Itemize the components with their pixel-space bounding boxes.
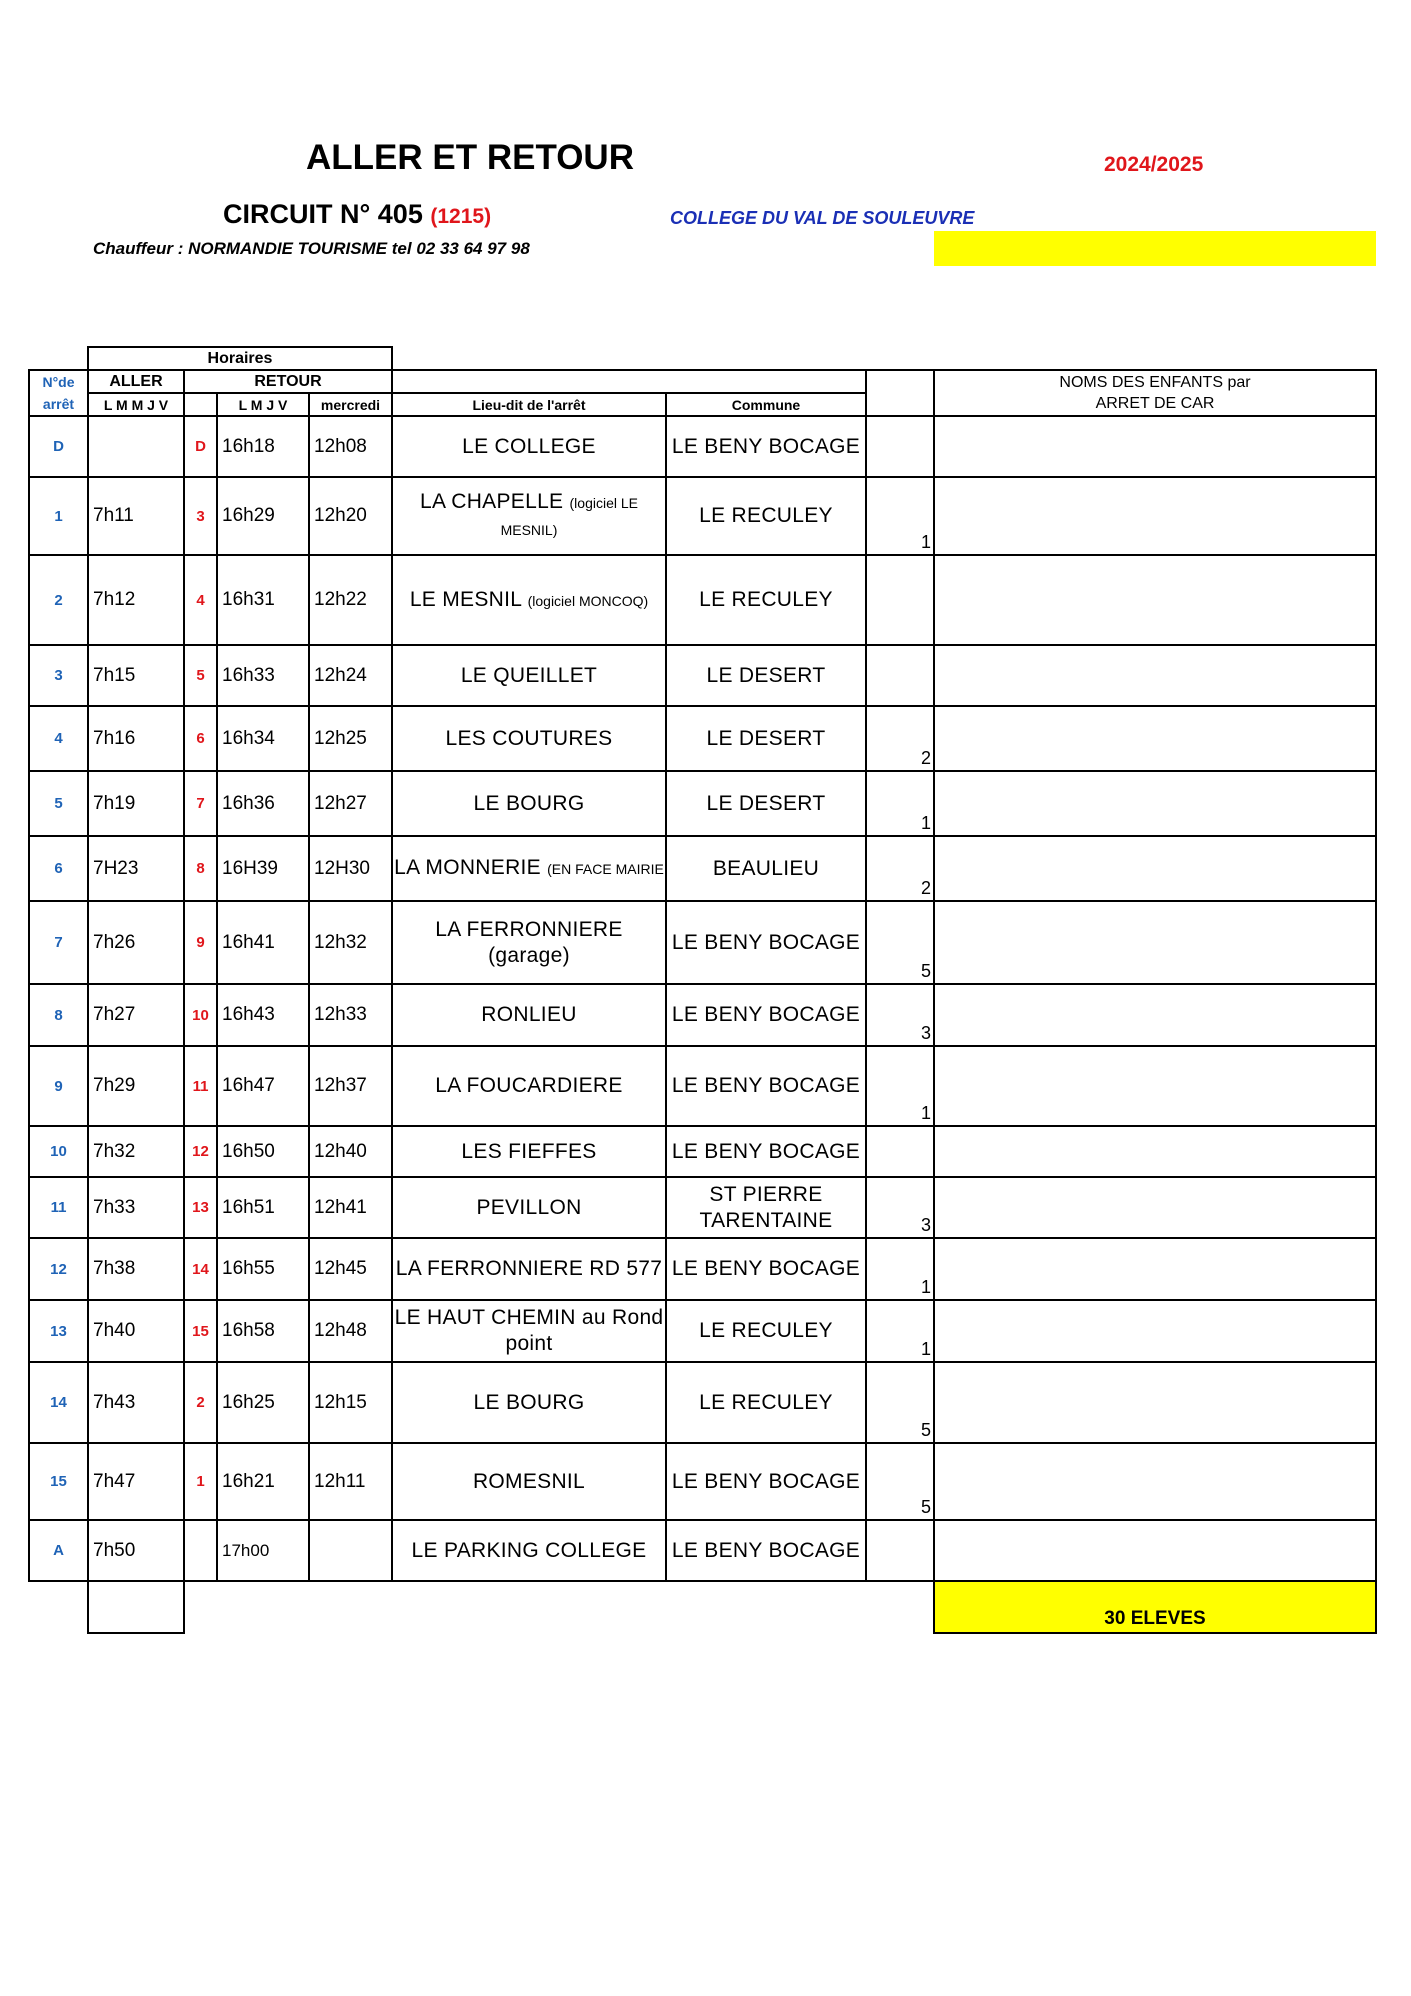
mercredi-time: 12h32 bbox=[309, 901, 392, 984]
stop-number: 7 bbox=[29, 901, 88, 984]
children-names bbox=[934, 1046, 1376, 1126]
stop-place bbox=[392, 1046, 666, 1126]
retour-time: 16h31 bbox=[217, 555, 309, 645]
lieu-name: LE PARKING COLLEGE bbox=[411, 1538, 647, 1562]
driver-info: Chauffeur : NORMANDIE TOURISME tel 02 33 64 97 98 bbox=[93, 239, 530, 258]
aller-time: 7h47 bbox=[88, 1443, 184, 1520]
children-names-header: NOMS DES ENFANTS par ARRET DE CAR bbox=[934, 370, 1376, 416]
table-row bbox=[29, 1443, 1376, 1520]
aller-time: 7h27 bbox=[88, 984, 184, 1046]
commune: LE RECULEY bbox=[666, 555, 866, 645]
retour-time: 16h43 bbox=[217, 984, 309, 1046]
stop-number: 4 bbox=[29, 706, 88, 771]
stop-number: 12 bbox=[29, 1238, 88, 1300]
retour-time: 17h00 bbox=[217, 1520, 309, 1581]
mercredi-time: 12h08 bbox=[309, 416, 392, 477]
student-count: 5 bbox=[866, 1362, 934, 1443]
children-names bbox=[934, 1177, 1376, 1238]
retour-time: 16h50 bbox=[217, 1126, 309, 1177]
commune: LE BENY BOCAGE bbox=[666, 901, 866, 984]
aller-time: 7h32 bbox=[88, 1126, 184, 1177]
stop-place bbox=[392, 1362, 666, 1443]
aller-time: 7h26 bbox=[88, 901, 184, 984]
children-names bbox=[934, 555, 1376, 645]
retour-time: 16h51 bbox=[217, 1177, 309, 1238]
lieu-name: LES FIEFFES bbox=[461, 1139, 597, 1163]
retour-time: 16h25 bbox=[217, 1362, 309, 1443]
children-names bbox=[934, 1300, 1376, 1362]
retour-order bbox=[184, 1520, 217, 1581]
mercredi-time: 12h41 bbox=[309, 1177, 392, 1238]
lieu-note: (logiciel LE MESNIL) bbox=[500, 495, 638, 538]
student-count bbox=[866, 416, 934, 477]
schedule-table bbox=[28, 346, 1377, 1634]
stop-number: 14 bbox=[29, 1362, 88, 1443]
table-row bbox=[29, 1126, 1376, 1177]
retour-order: 4 bbox=[184, 555, 217, 645]
children-names bbox=[934, 984, 1376, 1046]
lieu-name: LA FOUCARDIERE bbox=[435, 1074, 623, 1097]
student-count: 2 bbox=[866, 706, 934, 771]
children-names bbox=[934, 771, 1376, 836]
retour-order: 9 bbox=[184, 901, 217, 984]
student-count bbox=[866, 645, 934, 706]
student-count: 5 bbox=[866, 1443, 934, 1520]
student-count: 1 bbox=[866, 771, 934, 836]
retour-time: 16h58 bbox=[217, 1300, 309, 1362]
commune: LE DESERT bbox=[666, 645, 866, 706]
commune: LE DESERT bbox=[666, 706, 866, 771]
table-row bbox=[29, 1300, 1376, 1362]
children-names bbox=[934, 1126, 1376, 1177]
stop-number: 1 bbox=[29, 477, 88, 555]
retour-order: 15 bbox=[184, 1300, 217, 1362]
retour-order: 12 bbox=[184, 1126, 217, 1177]
lieu-name: LA CHAPELLE bbox=[419, 490, 564, 513]
stop-place bbox=[392, 984, 666, 1046]
aller-time: 7h40 bbox=[88, 1300, 184, 1362]
children-names bbox=[934, 706, 1376, 771]
children-names bbox=[934, 1520, 1376, 1581]
children-names bbox=[934, 1362, 1376, 1443]
table-row bbox=[29, 771, 1376, 836]
table-row bbox=[29, 1177, 1376, 1238]
stop-number: A bbox=[29, 1520, 88, 1581]
aller-time: 7h12 bbox=[88, 555, 184, 645]
stop-place bbox=[392, 1300, 666, 1362]
children-names bbox=[934, 477, 1376, 555]
stop-place bbox=[392, 1177, 666, 1238]
mercredi-time: 12h37 bbox=[309, 1046, 392, 1126]
horaires-header: Horaires bbox=[88, 347, 392, 370]
lieu-name: PEVILLON bbox=[476, 1195, 582, 1219]
retour-header: RETOUR bbox=[184, 370, 392, 393]
table-row bbox=[29, 901, 1376, 984]
header-row-horaires bbox=[29, 347, 1376, 370]
lieu-name: LE HAUT CHEMIN au Rond point bbox=[394, 1306, 664, 1355]
aller-time: 7h16 bbox=[88, 706, 184, 771]
retour-order: 5 bbox=[184, 645, 217, 706]
stop-number: 3 bbox=[29, 645, 88, 706]
commune-header: Commune bbox=[666, 393, 866, 416]
mercredi-time: 12H30 bbox=[309, 836, 392, 901]
lieu-name: LA FERRONNIERE RD 577 bbox=[395, 1257, 663, 1280]
aller-time: 7h38 bbox=[88, 1238, 184, 1300]
stop-number: 9 bbox=[29, 1046, 88, 1126]
table-row bbox=[29, 416, 1376, 477]
aller-time: 7h11 bbox=[88, 477, 184, 555]
lieu-name: LES COUTURES bbox=[445, 726, 613, 750]
stop-number: 10 bbox=[29, 1126, 88, 1177]
commune: LE BENY BOCAGE bbox=[666, 416, 866, 477]
lieu-name: LE BOURG bbox=[473, 791, 585, 815]
stop-number-header-2: arrêt bbox=[29, 393, 88, 416]
stop-place bbox=[392, 1443, 666, 1520]
stop-number: 8 bbox=[29, 984, 88, 1046]
lieu-name: LE MESNIL bbox=[409, 587, 522, 611]
stop-place bbox=[392, 477, 666, 555]
mercredi-time: 12h45 bbox=[309, 1238, 392, 1300]
lieu-name: LE BOURG bbox=[473, 1390, 585, 1414]
retour-order: 13 bbox=[184, 1177, 217, 1238]
stop-place bbox=[392, 706, 666, 771]
retour-time: 16h18 bbox=[217, 416, 309, 477]
commune: LE BENY BOCAGE bbox=[666, 1126, 866, 1177]
student-count: 1 bbox=[866, 477, 934, 555]
lieu-note: (logiciel MONCOQ) bbox=[527, 592, 649, 609]
stop-place bbox=[392, 771, 666, 836]
student-count: 1 bbox=[866, 1300, 934, 1362]
commune: LE RECULEY bbox=[666, 1300, 866, 1362]
student-count: 1 bbox=[866, 1238, 934, 1300]
total-row bbox=[29, 1581, 1376, 1633]
student-count bbox=[866, 1126, 934, 1177]
commune: BEAULIEU bbox=[666, 836, 866, 901]
aller-header: ALLER bbox=[88, 370, 184, 393]
children-names bbox=[934, 1238, 1376, 1300]
lieu-name: LA FERRONNIERE (garage) bbox=[435, 917, 623, 967]
retour-order: D bbox=[184, 416, 217, 477]
circuit-code: (1215) bbox=[430, 205, 492, 228]
mercredi-time: 12h24 bbox=[309, 645, 392, 706]
lieu-header: Lieu-dit de l'arrêt bbox=[392, 393, 666, 416]
retour-time: 16h33 bbox=[217, 645, 309, 706]
mercredi-time: 12h11 bbox=[309, 1443, 392, 1520]
aller-time bbox=[88, 416, 184, 477]
aller-time: 7h33 bbox=[88, 1177, 184, 1238]
lieu-name: RONLIEU bbox=[481, 1003, 577, 1026]
commune: LE DESERT bbox=[666, 771, 866, 836]
header-row-aller-retour bbox=[29, 370, 1376, 393]
mercredi-time: 12h40 bbox=[309, 1126, 392, 1177]
stop-place bbox=[392, 1238, 666, 1300]
retour-order: 8 bbox=[184, 836, 217, 901]
commune: LE RECULEY bbox=[666, 477, 866, 555]
commune: LE BENY BOCAGE bbox=[666, 1520, 866, 1581]
stop-number: 5 bbox=[29, 771, 88, 836]
retour-days-header: L M J V bbox=[217, 393, 309, 416]
student-count: 3 bbox=[866, 984, 934, 1046]
children-names bbox=[934, 1443, 1376, 1520]
stop-place bbox=[392, 1126, 666, 1177]
table-row bbox=[29, 1362, 1376, 1443]
lieu-name: LA MONNERIE bbox=[394, 856, 541, 879]
college-name: COLLEGE DU VAL DE SOULEUVRE bbox=[670, 208, 975, 228]
table-row bbox=[29, 1046, 1376, 1126]
stop-place bbox=[392, 416, 666, 477]
school-year: 2024/2025 bbox=[1104, 153, 1204, 176]
student-count: 3 bbox=[866, 1177, 934, 1238]
retour-time: 16h55 bbox=[217, 1238, 309, 1300]
lieu-name: ROMESNIL bbox=[472, 1469, 586, 1493]
aller-time: 7H23 bbox=[88, 836, 184, 901]
aller-time: 7h50 bbox=[88, 1520, 184, 1581]
student-count: 2 bbox=[866, 836, 934, 901]
mercredi-header: mercredi bbox=[309, 393, 392, 416]
retour-time: 16h36 bbox=[217, 771, 309, 836]
commune: LE BENY BOCAGE bbox=[666, 1046, 866, 1126]
children-names bbox=[934, 416, 1376, 477]
lieu-name: LE COLLEGE bbox=[462, 434, 596, 458]
retour-order: 3 bbox=[184, 477, 217, 555]
circuit-label: CIRCUIT N° 405 bbox=[223, 199, 423, 229]
student-count: 5 bbox=[866, 901, 934, 984]
retour-order: 6 bbox=[184, 706, 217, 771]
lieu-name: LE QUEILLET bbox=[460, 663, 598, 687]
table-row bbox=[29, 1520, 1376, 1581]
aller-time: 7h29 bbox=[88, 1046, 184, 1126]
mercredi-time: 12h48 bbox=[309, 1300, 392, 1362]
mercredi-time: 12h15 bbox=[309, 1362, 392, 1443]
table-row bbox=[29, 836, 1376, 901]
highlight-box bbox=[934, 231, 1376, 266]
table-row bbox=[29, 1238, 1376, 1300]
total-students: 30 ELEVES bbox=[934, 1581, 1376, 1633]
circuit-title bbox=[223, 199, 491, 230]
commune: LE RECULEY bbox=[666, 1362, 866, 1443]
retour-time: 16h41 bbox=[217, 901, 309, 984]
table-row bbox=[29, 645, 1376, 706]
commune: LE BENY BOCAGE bbox=[666, 1238, 866, 1300]
retour-time: 16h29 bbox=[217, 477, 309, 555]
commune: LE BENY BOCAGE bbox=[666, 1443, 866, 1520]
stop-place bbox=[392, 901, 666, 984]
commune: ST PIERRE TARENTAINE bbox=[666, 1177, 866, 1238]
commune: LE BENY BOCAGE bbox=[666, 984, 866, 1046]
stop-number-header-1: N°de bbox=[29, 370, 88, 393]
retour-time: 16h47 bbox=[217, 1046, 309, 1126]
table-row bbox=[29, 477, 1376, 555]
table-row bbox=[29, 555, 1376, 645]
mercredi-time: 12h33 bbox=[309, 984, 392, 1046]
stop-number: 11 bbox=[29, 1177, 88, 1238]
stop-place bbox=[392, 555, 666, 645]
retour-order: 1 bbox=[184, 1443, 217, 1520]
page-title: ALLER ET RETOUR bbox=[306, 138, 634, 177]
stop-place bbox=[392, 645, 666, 706]
aller-time: 7h43 bbox=[88, 1362, 184, 1443]
retour-time: 16h34 bbox=[217, 706, 309, 771]
lieu-note: (EN FACE MAIRIE bbox=[547, 861, 664, 877]
retour-time: 16H39 bbox=[217, 836, 309, 901]
table-row bbox=[29, 984, 1376, 1046]
mercredi-time bbox=[309, 1520, 392, 1581]
retour-time: 16h21 bbox=[217, 1443, 309, 1520]
retour-order: 11 bbox=[184, 1046, 217, 1126]
stop-place bbox=[392, 836, 666, 901]
mercredi-time: 12h25 bbox=[309, 706, 392, 771]
children-names bbox=[934, 901, 1376, 984]
mercredi-time: 12h27 bbox=[309, 771, 392, 836]
aller-time: 7h15 bbox=[88, 645, 184, 706]
table-row bbox=[29, 706, 1376, 771]
retour-order: 7 bbox=[184, 771, 217, 836]
retour-order: 10 bbox=[184, 984, 217, 1046]
aller-time: 7h19 bbox=[88, 771, 184, 836]
stop-number: 2 bbox=[29, 555, 88, 645]
student-count: 1 bbox=[866, 1046, 934, 1126]
mercredi-time: 12h22 bbox=[309, 555, 392, 645]
stop-number: 13 bbox=[29, 1300, 88, 1362]
stop-place bbox=[392, 1520, 666, 1581]
stop-number: 6 bbox=[29, 836, 88, 901]
student-count bbox=[866, 1520, 934, 1581]
student-count bbox=[866, 555, 934, 645]
children-names bbox=[934, 645, 1376, 706]
stop-number: D bbox=[29, 416, 88, 477]
stop-number: 15 bbox=[29, 1443, 88, 1520]
retour-order: 14 bbox=[184, 1238, 217, 1300]
aller-days-header: L M M J V bbox=[88, 393, 184, 416]
retour-order: 2 bbox=[184, 1362, 217, 1443]
mercredi-time: 12h20 bbox=[309, 477, 392, 555]
children-names bbox=[934, 836, 1376, 901]
